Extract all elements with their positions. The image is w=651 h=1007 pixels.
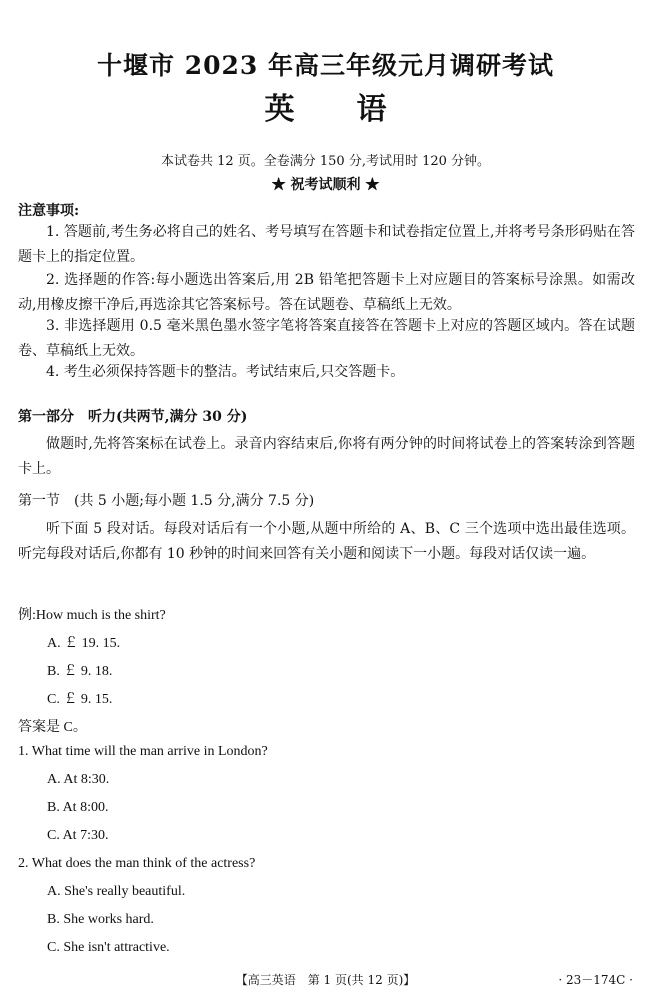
note-item-2: 2. 选择题的作答:每小题选出答案后,用 2B 铅笔把答题卡上对应题目的答案标号涂黑。如需改动,用橡皮擦干净后,再选涂其它答案标号。答在试题卷、草稿纸上无效。 (18, 272, 635, 313)
exam-code: · 23－174C · (558, 973, 633, 987)
exam-info: 本试卷共 12 页。全卷满分 150 分,考试用时 120 分钟。 (160, 154, 491, 169)
q1-option-c: C. At 7:30. (47, 828, 109, 843)
question-1: 1. What time will the man arrive in London? (18, 744, 268, 759)
section1-heading: 第一节 (共 5 小题;每小题 1.5 分,满分 7.5 分) (18, 493, 315, 509)
good-luck-banner: ★ 祝考试顺利 ★ (271, 177, 380, 193)
example-answer: 答案是 C。 (18, 720, 87, 735)
part1-intro: 做题时,先将答案标在试卷上。录音内容结束后,你将有两分钟的时间将试卷上的答案转涂到答题卡上。 (18, 436, 635, 477)
question-2: 2. What does the man think of the actress? (18, 856, 256, 871)
page-footer: 【高三英语 第 1 页(共 12 页)】 (235, 973, 416, 987)
q1-option-a: A. At 8:30. (47, 772, 110, 787)
note-item-1: 1. 答题前,考生务必将自己的姓名、考号填写在答题卡和试卷指定位置上,并将考号条形码贴在答题卡上的指定位置。 (18, 224, 635, 265)
q2-option-a: A. She's really beautiful. (47, 884, 186, 899)
note-item-3: 3. 非选择题用 0.5 毫米黑色墨水签字笔将答案直接答在答题卡上对应的答题区域内。答在试题卷、草稿纸上无效。 (18, 318, 635, 359)
section1-instructions: 听下面 5 段对话。每段对话后有一个小题,从题中所给的 A、B、C 三个选项中选出最佳选项。听完每段对话后,你都有 10 秒钟的时间来回答有关小题和阅读下一小题。每段对话仅读一遍。 (18, 521, 635, 562)
note-item-4: 4. 考生必须保持答题卡的整洁。考试结束后,只交答题卡。 (46, 364, 405, 380)
q2-option-c: C. She isn't attractive. (47, 940, 170, 955)
part1-heading: 第一部分 听力(共两节,满分 30 分) (18, 409, 248, 425)
example-option-a: A. ￡ 19. 15. (47, 636, 121, 651)
example-question: 例:How much is the shirt? (18, 608, 166, 623)
subject-title: 英语 (264, 92, 449, 127)
exam-title: 十堰市 2023 年高三年级元月调研考试 (97, 51, 554, 80)
notes-heading: 注意事项: (18, 203, 80, 219)
example-option-b: B. ￡ 9. 18. (47, 664, 113, 679)
q1-option-b: B. At 8:00. (47, 800, 109, 815)
q2-option-b: B. She works hard. (47, 912, 154, 927)
example-option-c: C. ￡ 9. 15. (47, 692, 113, 707)
